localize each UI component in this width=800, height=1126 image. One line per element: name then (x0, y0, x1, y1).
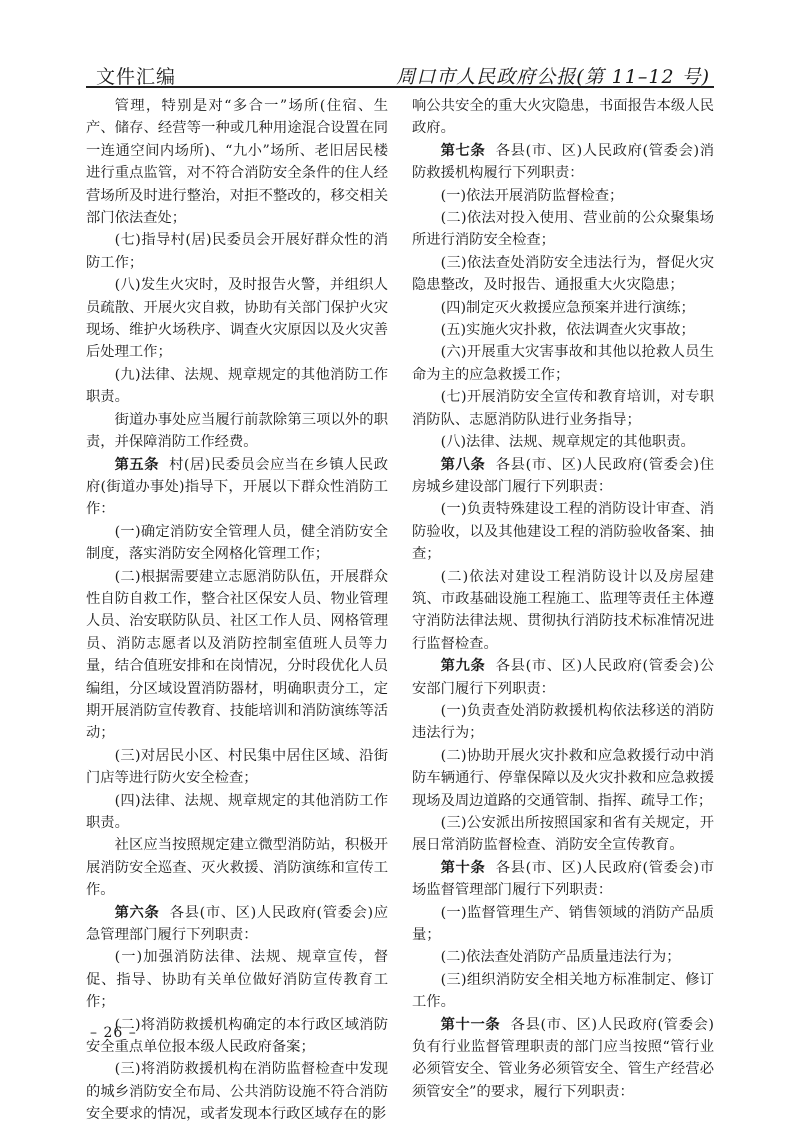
paragraph-text: (三)组织消防安全相关地方标准制定、修订工作。 (412, 971, 714, 1011)
paragraph (412, 341, 714, 386)
paragraph-text: (六)开展重大灾害事故和其他以抢救人员生命为主的应急救援工作； (412, 344, 714, 383)
paragraph (412, 319, 714, 341)
paragraph-text: (二)依法对建设工程消防设计以及房屋建筑、市政基础设施工程施工、监理等责任主体遵守消防法律法规、贯彻执行消防技术标准情况进行监督检查。 (412, 568, 714, 652)
paragraph-text: 各县(市、区)人民政府(管委会)消防救援机构履行下列职责： (412, 142, 715, 182)
article-heading: 第五条 (114, 456, 160, 473)
paragraph (86, 229, 388, 274)
paragraph (412, 498, 714, 565)
paragraph (412, 95, 714, 140)
paragraph-text: (三)依法查处消防安全违法行为，督促火灾隐患整改，及时报告、通报重大火灾隐患； (412, 254, 714, 294)
paragraph-text: (七)开展消防安全宣传和教育培训，对专职消防队、志愿消防队进行业务指导； (412, 389, 714, 428)
paragraph-text: (三)公安派出所按照国家和省有关规定，开展日常消防监督检查、消防安全宣传教育。 (412, 815, 714, 854)
paragraph (412, 946, 714, 968)
paragraph (86, 95, 388, 229)
paragraph (412, 655, 714, 700)
paragraph (412, 1014, 714, 1104)
paragraph (86, 834, 388, 901)
paragraph-text: (九)法律、法规、规章规定的其他消防工作职责。 (86, 366, 388, 406)
running-header (86, 56, 714, 86)
paragraph (86, 274, 388, 364)
paragraph-text: (八)发生火灾时，及时报告火警，并组织人员疏散、开展火灾自救，协助有关部门保护火灾现场、维护火场秩序、调查火灾原因以及火灾善后处理工作； (86, 277, 388, 361)
paragraph (86, 1058, 388, 1125)
paragraph-text: 村(居)民委员会应当在乡镇人民政府(街道办事处)指导下，开展以下群众性消防工作： (86, 456, 389, 518)
paragraph-text: 各县(市、区)人民政府(管委会)住房城乡建设部门履行下列职责： (412, 456, 715, 495)
paragraph-text: (五)实施火灾扑救，依法调查火灾事故； (440, 322, 695, 339)
header-rule (86, 86, 714, 88)
paragraph-text: (二)根据需要建立志愿消防队伍，开展群众性自防自救工作，整合社区保安人员、物业管理人员、治安联防队员、社区工作人员、网格管理员、消防志愿者以及消防控制室值班人员等力量，结合值班安排和在岗情况，分时段优化人员编组，分区域设置消防器材，明确职责分工，定期开展消防宣传教育、技能培训和消防演练等活动； (86, 568, 388, 742)
paragraph-text: (一)负责查处消防救援机构依法移送的消防违法行为； (412, 702, 714, 742)
paragraph-text: 响公共安全的重大火灾隐患，书面报告本级人民政府。 (412, 98, 714, 137)
paragraph (86, 790, 388, 835)
paragraph (412, 454, 714, 499)
paragraph (412, 745, 714, 812)
paragraph (86, 454, 388, 521)
paragraph (412, 902, 714, 947)
paragraph-text: 各县(市、区)人民政府(管委会)应急管理部门履行下列职责： (86, 904, 389, 944)
paragraph-text: 各县(市、区)人民政府(管委会)市场监督管理部门履行下列职责： (412, 859, 715, 899)
paragraph (86, 364, 388, 409)
paragraph (86, 946, 388, 1013)
paragraph-text: 各县(市、区)人民政府(管委会)公安部门履行下列职责： (412, 658, 715, 697)
article-heading: 第九条 (440, 658, 486, 675)
paragraph-text: (二)依法对投入使用、营业前的公众聚集场所进行消防安全检查； (412, 210, 714, 249)
paragraph-text: (一)依法开展消防监督检查； (440, 187, 624, 204)
paragraph-text: (一)负责特殊建设工程的消防设计审查、消防验收，以及其他建设工程的消防验收备案、抽查； (412, 501, 714, 563)
paragraph-text: (一)加强消防法律、法规、规章宣传，督促、指导、协助有关单位做好消防宣传教育工作； (86, 949, 388, 1011)
paragraph (412, 386, 714, 431)
paragraph (412, 207, 714, 252)
paragraph (86, 521, 388, 566)
paragraph (412, 969, 714, 1014)
publication-title: 周口市人民政府公报(第 11–12 号) (396, 66, 710, 88)
paragraph (412, 252, 714, 297)
paragraph (86, 566, 388, 745)
paragraph (86, 745, 388, 790)
paragraph (412, 566, 714, 656)
right-column (412, 95, 714, 1103)
article-heading: 第十一条 (440, 1016, 501, 1033)
paragraph (412, 431, 714, 453)
paragraph-text: (七)指导村(居)民委员会开展好群众性的消防工作； (86, 232, 388, 271)
paragraph-text: (四)制定灭火救援应急预案并进行演练； (440, 299, 695, 316)
paragraph-text: (四)法律、法规、规章规定的其他消防工作职责。 (86, 792, 388, 831)
section-title: 文件汇编 (96, 66, 177, 88)
article-heading: 第六条 (114, 904, 160, 921)
paragraph-text: (二)协助开展火灾扑救和应急救援行动中消防车辆通行、停靠保障以及火灾扑救和应急救援现场及周边道路的交通管制、指挥、疏导工作； (412, 747, 714, 809)
paragraph-text: 社区应当按照规定建立微型消防站，积极开展消防安全巡查、灭火救援、消防演练和宣传工作。 (86, 837, 388, 899)
paragraph-text: (一)确定消防安全管理人员，健全消防安全制度，落实消防安全网格化管理工作； (86, 523, 388, 563)
article-heading: 第八条 (440, 456, 486, 473)
paragraph (412, 185, 714, 207)
paragraph (412, 857, 714, 902)
page-number: – 26 – (90, 1025, 137, 1041)
paragraph (86, 409, 388, 454)
paragraph-text: 各县(市、区)人民政府(管委会)负有行业监督管理职责的部门应当按照“管行业必须管安全、管业务必须管安全、管生产经营必须管安全”的要求，履行下列职责： (412, 1016, 715, 1100)
article-heading: 第十条 (440, 859, 486, 876)
paragraph (86, 902, 388, 947)
article-heading: 第七条 (440, 142, 486, 159)
paragraph-text: (二)将消防救援机构确定的本行政区域消防安全重点单位报本级人民政府备案； (86, 1016, 388, 1056)
paragraph-text: (一)监督管理生产、销售领域的消防产品质量； (412, 904, 714, 944)
paragraph-text: 管理，特别是对“多合一”场所(住宿、生产、储存、经营等一种或几种用途混合设置在同一连通空间内场所)、“九小”场所、老旧居民楼进行重点监管，对不符合消防安全条件的住人经营场所及时进行整治，对拒不整改的，移交相关部门依法查处； (86, 98, 388, 227)
left-column (86, 95, 388, 1126)
paragraph (412, 297, 714, 319)
paragraph (412, 700, 714, 745)
paragraph-text: (三)对居民小区、村民集中居住区域、沿街门店等进行防火安全检查； (86, 747, 388, 787)
paragraph-text: (二)依法查处消防产品质量违法行为； (440, 949, 681, 966)
paragraph-text: 街道办事处应当履行前款除第三项以外的职责，并保障消防工作经费。 (86, 411, 388, 451)
paragraph (412, 140, 714, 185)
paragraph-text: (三)将消防救援机构在消防监督检查中发现的城乡消防安全布局、公共消防设施不符合消防安全要求的情况，或者发现本行政区域存在的影 (86, 1061, 388, 1123)
paragraph (412, 812, 714, 857)
paragraph-text: (八)法律、法规、规章规定的其他职责。 (440, 434, 695, 451)
